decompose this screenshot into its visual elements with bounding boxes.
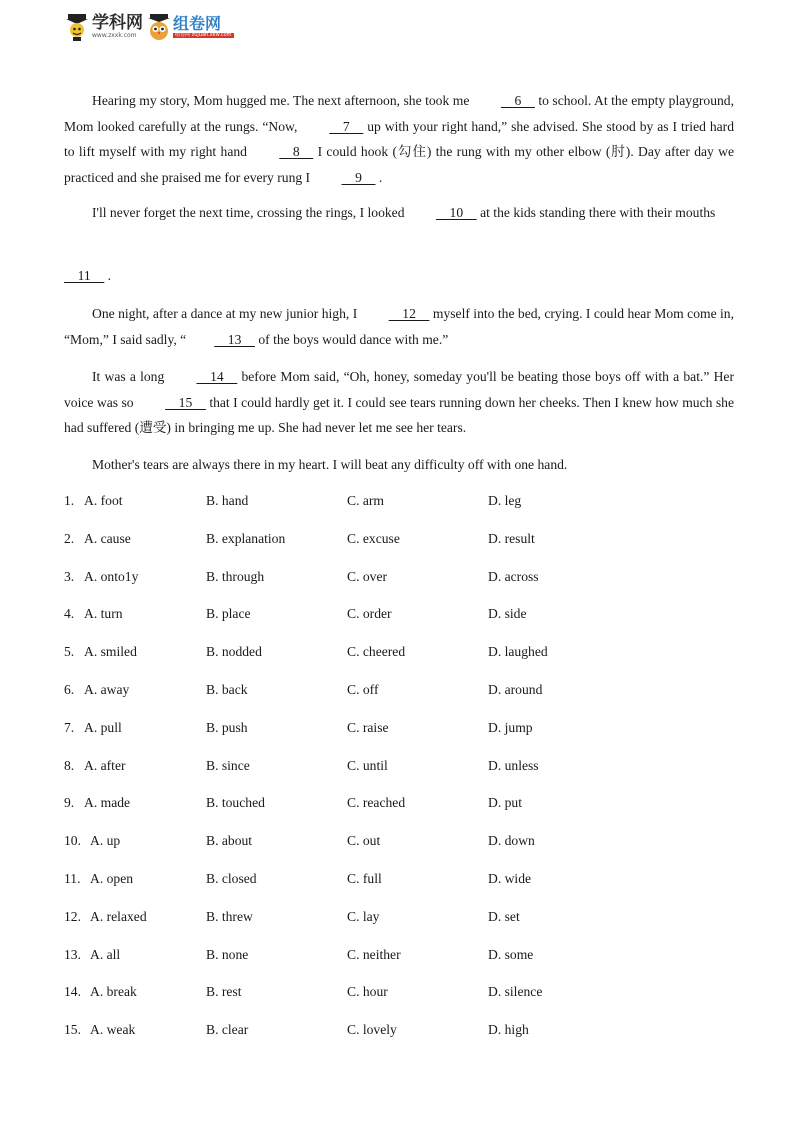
option-b[interactable]: B. since [206, 757, 250, 773]
option-a[interactable]: A. relaxed [90, 908, 147, 924]
option-c[interactable]: C. full [347, 871, 382, 886]
option-c[interactable]: C. reached [347, 795, 406, 811]
zujuan-logo-url: 组卷网 zujuan.xkw.com [175, 32, 232, 38]
option-c[interactable]: C. lay [347, 908, 380, 924]
question-row [64, 716, 744, 740]
question-row [64, 867, 744, 891]
passage-text: It was a long [92, 369, 169, 384]
passage-paragraph-4 [64, 301, 734, 352]
option-a[interactable]: A. made [84, 795, 131, 811]
option-c[interactable]: C. cheered [347, 644, 406, 660]
option-a[interactable]: A. away [84, 682, 130, 697]
blank-11: 11 [64, 268, 105, 283]
option-a[interactable]: A. onto1y [84, 568, 139, 584]
blank-13: 13 [214, 331, 255, 347]
option-a[interactable]: A. weak [90, 1022, 136, 1038]
zujuan-logo-text: 组卷网 [173, 14, 222, 33]
option-a[interactable]: A. smiled [84, 644, 137, 660]
option-b[interactable]: B. nodded [206, 644, 262, 660]
option-b[interactable]: B. explanation [206, 530, 286, 546]
xueke-logo-text: 学科网 [92, 13, 143, 33]
passage-text: before Mom said, “Oh, honey, someday you'll be beating those boys off with a bat.” Her voice was so [64, 369, 734, 410]
question-row [64, 980, 744, 1004]
option-c[interactable]: C. neither [347, 946, 401, 962]
passage-text: Hearing my story, Mom hugged me. The next afternoon, she took me [92, 93, 473, 108]
question-number: 6. [64, 682, 75, 697]
owl-mascot-icon [147, 13, 171, 41]
option-a[interactable]: A. cause [84, 530, 131, 546]
blank-9: 9 [341, 169, 376, 185]
option-d[interactable]: D. across [488, 568, 539, 584]
option-d[interactable]: D. laughed [488, 644, 548, 660]
option-a[interactable]: A. after [84, 757, 126, 773]
option-c[interactable]: C. hour [347, 984, 388, 1000]
option-d[interactable]: D. around [488, 682, 543, 697]
option-b[interactable]: B. rest [206, 984, 242, 1000]
blank-8: 8 [279, 144, 314, 159]
passage-text: . [104, 268, 112, 283]
question-number: 4. [64, 606, 75, 622]
question-row [64, 1018, 744, 1042]
passage-text: I'll never forget the next time, crossing the rings, I looked [92, 205, 408, 220]
option-a[interactable]: A. all [90, 946, 121, 962]
xueke-logo-icon [64, 12, 90, 42]
option-b[interactable]: B. push [206, 719, 248, 735]
passage-text: myself into the bed, crying. I could hear Mom come in, “Mom,” I said sadly, “ [64, 306, 734, 347]
blank-10: 10 [435, 205, 477, 220]
question-number: 15. [64, 1022, 81, 1038]
option-a[interactable]: A. up [90, 833, 121, 849]
question-row [64, 829, 744, 853]
option-d[interactable]: D. silence [488, 984, 543, 1000]
question-number: 14. [64, 984, 81, 1000]
option-c[interactable]: C. until [347, 757, 388, 773]
blank-14: 14 [196, 369, 238, 384]
option-a[interactable]: A. open [90, 871, 134, 886]
option-c[interactable]: C. out [347, 833, 381, 849]
passage-paragraph-6 [64, 452, 734, 478]
passage-paragraph-3 [64, 263, 734, 289]
option-b[interactable]: B. back [206, 682, 248, 697]
question-number: 12. [64, 908, 81, 924]
blank-12: 12 [388, 306, 430, 321]
option-c[interactable]: C. order [347, 606, 392, 622]
option-c[interactable]: C. excuse [347, 530, 400, 546]
option-d[interactable]: D. put [488, 795, 522, 811]
passage-paragraph-1 [64, 88, 734, 190]
option-c[interactable]: C. arm [347, 493, 384, 508]
option-a[interactable]: A. foot [84, 493, 123, 508]
blank-7: 7 [329, 118, 364, 134]
passage-text: to school. At the empty playground, Mom looked carefully at the rungs. “Now, [64, 93, 734, 134]
option-d[interactable]: D. down [488, 833, 535, 849]
question-number: 11. [64, 871, 81, 886]
option-d[interactable]: D. side [488, 606, 527, 622]
option-d[interactable]: D. wide [488, 871, 532, 886]
option-b[interactable]: B. clear [206, 1022, 249, 1038]
option-d[interactable]: D. some [488, 946, 534, 962]
passage-paragraph-2 [64, 200, 734, 226]
passage-text: One night, after a dance at my new junior high, I [92, 306, 361, 321]
passage-text: that I could hardly get it. I could see tears running down her cheeks. Then I knew how much she had suffered (遭受) in bringing me up. She had never let me see her tears. [64, 394, 734, 435]
passage-text: at the kids standing there with their mouths [476, 205, 716, 220]
option-b[interactable]: B. touched [206, 795, 265, 811]
question-number: 3. [64, 568, 75, 584]
option-b[interactable]: B. about [206, 833, 253, 849]
site-header [64, 10, 234, 44]
option-b[interactable]: B. hand [206, 493, 249, 508]
passage-text: . [375, 169, 383, 185]
passage-paragraph-5 [64, 364, 734, 441]
option-c[interactable]: C. raise [347, 719, 389, 735]
option-b[interactable]: B. place [206, 606, 251, 622]
option-b[interactable]: B. threw [206, 908, 253, 924]
question-row [64, 489, 744, 513]
passage-text: Mother's tears are always there in my heart. I will beat any difficulty off with one hand. [92, 457, 568, 472]
question-number: 8. [64, 757, 75, 773]
question-number: 7. [64, 719, 75, 735]
passage-text: of the boys would dance with me.” [254, 331, 449, 347]
option-d[interactable]: D. high [488, 1022, 529, 1038]
question-number: 13. [64, 946, 81, 962]
question-number: 5. [64, 644, 75, 660]
question-row [64, 678, 744, 702]
option-b[interactable]: B. through [206, 568, 265, 584]
option-c[interactable]: C. off [347, 682, 379, 697]
question-number: 2. [64, 530, 75, 546]
question-number: 10. [64, 833, 81, 849]
question-row [64, 754, 744, 778]
option-c[interactable]: C. over [347, 568, 388, 584]
option-a[interactable]: A. turn [84, 606, 123, 622]
option-d[interactable]: D. jump [488, 719, 533, 735]
option-b[interactable]: B. closed [206, 871, 257, 886]
question-number: 9. [64, 795, 75, 811]
passage-text: up with your right hand,” she advised. She stood by as I tried hard to lift myself with my right hand [64, 118, 734, 159]
xueke-logo-url: www.zxxk.com [92, 32, 137, 39]
question-number: 1. [64, 493, 75, 508]
passage-text: I could hook (勾住) the rung with my other elbow (肘). Day after day we practiced and she praised me for every rung I [64, 144, 735, 185]
option-c[interactable]: C. lovely [347, 1022, 397, 1038]
option-a[interactable]: A. pull [84, 719, 122, 735]
question-row [64, 791, 744, 815]
option-d[interactable]: D. result [488, 530, 535, 546]
question-row [64, 905, 744, 929]
blank-6: 6 [500, 93, 535, 108]
question-row [64, 565, 744, 589]
option-a[interactable]: A. break [90, 984, 137, 1000]
question-row [64, 640, 744, 664]
question-row [64, 943, 744, 967]
option-d[interactable]: D. leg [488, 493, 522, 508]
option-b[interactable]: B. none [206, 946, 249, 962]
blank-15: 15 [165, 394, 206, 410]
question-row [64, 527, 744, 551]
question-row [64, 602, 744, 626]
option-d[interactable]: D. set [488, 908, 520, 924]
option-d[interactable]: D. unless [488, 757, 539, 773]
